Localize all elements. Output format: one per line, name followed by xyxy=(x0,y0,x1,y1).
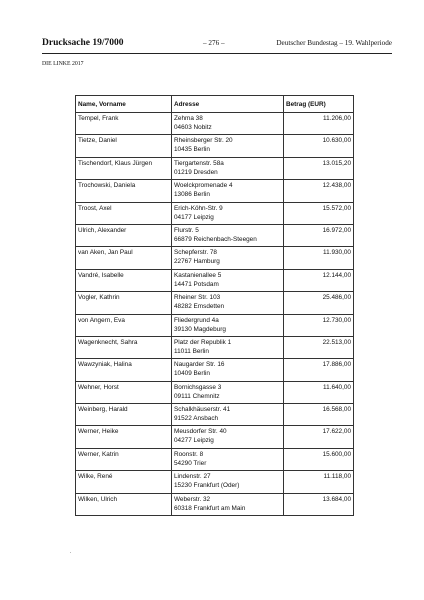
person-name: Vogler, Kathrin xyxy=(78,294,120,302)
address-city: 10435 Berlin xyxy=(174,146,210,154)
cell-address xyxy=(172,292,284,314)
cell-address xyxy=(172,314,284,336)
amount-value: 16.972,00 xyxy=(322,226,351,234)
address-city: 04603 Nobitz xyxy=(174,124,212,131)
amount-value: 13.015,20 xyxy=(322,159,351,167)
cell-address xyxy=(172,113,284,135)
amount-value: 11.206,00 xyxy=(323,115,351,122)
table-row xyxy=(76,471,354,493)
cell-address xyxy=(172,202,284,224)
address-street: Rheinsberger Str. 20 xyxy=(174,137,233,145)
table-row xyxy=(76,269,354,291)
cell-address xyxy=(172,359,284,381)
cell-name xyxy=(76,157,172,179)
cell-name xyxy=(76,359,172,381)
cell-name xyxy=(76,493,172,515)
cell-name xyxy=(76,269,172,291)
address-city: 54290 Trier xyxy=(174,459,207,467)
cell-name xyxy=(76,426,172,448)
cell-address xyxy=(172,135,284,157)
cell-address xyxy=(172,448,284,470)
cell-name xyxy=(76,247,172,269)
address-city: 13086 Berlin xyxy=(174,191,210,199)
table-row xyxy=(76,404,354,426)
address-city: 04177 Leipzig xyxy=(174,213,214,221)
party-year-label: DIE LINKE 2017 xyxy=(42,61,84,67)
address-street: Roonstr. 8 xyxy=(174,450,204,458)
person-name: von Angern, Eva xyxy=(78,316,125,324)
cell-amount xyxy=(284,224,354,246)
cell-address xyxy=(172,336,284,358)
cell-address xyxy=(172,471,284,493)
cell-amount xyxy=(284,426,354,448)
person-name: Werner, Katrin xyxy=(78,450,119,458)
person-name: Wilken, Ulrich xyxy=(78,495,118,503)
address-street: Platz der Republik 1 xyxy=(174,338,232,346)
cell-address xyxy=(172,426,284,448)
page-speck xyxy=(70,552,71,553)
person-name: Wawzyniak, Halina xyxy=(78,361,132,369)
person-name: Weinberg, Harald xyxy=(78,406,128,414)
cell-name xyxy=(76,448,172,470)
table-row xyxy=(76,292,354,314)
table-row xyxy=(76,135,354,157)
cell-name xyxy=(76,224,172,246)
table-row xyxy=(76,381,354,403)
table-row xyxy=(76,359,354,381)
address-city: 66879 Reichenbach-Steegen xyxy=(174,235,257,243)
table-row xyxy=(76,493,354,515)
document-number xyxy=(42,38,124,48)
address-street: Tiergartenstr. 58a xyxy=(174,159,224,167)
cell-name xyxy=(76,336,172,358)
cell-address xyxy=(172,493,284,515)
cell-address xyxy=(172,224,284,246)
cell-address xyxy=(172,269,284,291)
cell-amount xyxy=(284,135,354,157)
cell-amount xyxy=(284,493,354,515)
amount-value: 22.513,00 xyxy=(322,338,351,346)
cell-amount xyxy=(284,157,354,179)
table-row xyxy=(76,113,354,135)
amount-value: 15.600,00 xyxy=(322,450,351,458)
cell-amount xyxy=(284,269,354,291)
amount-value: 16.568,00 xyxy=(322,406,351,414)
address-city: 04277 Leipzig xyxy=(174,437,214,445)
amount-value: 17.886,00 xyxy=(322,361,351,369)
cell-amount xyxy=(284,292,354,314)
address-street: Flurstr. 5 xyxy=(174,226,199,234)
table-row xyxy=(76,224,354,246)
amount-value: 12.438,00 xyxy=(322,182,351,190)
address-street: Zehma 38 xyxy=(174,115,203,122)
cell-amount xyxy=(284,381,354,403)
amount-value: 10.630,00 xyxy=(322,137,351,145)
person-name: Ulrich, Alexander xyxy=(78,226,127,234)
table-row xyxy=(76,247,354,269)
cell-address xyxy=(172,381,284,403)
person-name: Tischendorf, Klaus Jürgen xyxy=(78,159,153,167)
cell-name xyxy=(76,404,172,426)
address-city: 10409 Berlin xyxy=(174,370,210,378)
table-row xyxy=(76,426,354,448)
cell-name xyxy=(76,381,172,403)
address-city: 11011 Berlin xyxy=(174,347,209,355)
column-header-address: Adresse xyxy=(172,96,284,113)
table-header-row xyxy=(76,96,354,113)
cell-amount xyxy=(284,314,354,336)
table-row xyxy=(76,180,354,202)
table-row xyxy=(76,448,354,470)
amount-value: 12.730,00 xyxy=(322,316,351,324)
cell-name xyxy=(76,471,172,493)
address-street: Naugarder Str. 16 xyxy=(174,361,225,369)
amount-value: 11.118,00 xyxy=(323,473,351,481)
address-city: 22767 Hamburg xyxy=(174,258,220,266)
person-name: Tietze, Daniel xyxy=(78,137,117,145)
cell-amount xyxy=(284,448,354,470)
cell-name xyxy=(76,314,172,336)
table-row xyxy=(76,336,354,358)
amount-value: 11.640,00 xyxy=(323,383,351,391)
cell-amount xyxy=(284,180,354,202)
address-street: Bornichsgasse 3 xyxy=(174,383,222,391)
address-street: Lindenstr. 27 xyxy=(174,473,211,481)
page-number: – 276 – xyxy=(203,39,225,47)
address-street: Erich-Köhn-Str. 9 xyxy=(174,204,223,212)
address-city: 14471 Potsdam xyxy=(174,280,219,288)
cell-name xyxy=(76,113,172,135)
amount-value: 12.144,00 xyxy=(322,271,351,279)
cell-amount xyxy=(284,471,354,493)
person-name: Wehner, Horst xyxy=(78,383,119,391)
address-street: Kastanienallee 5 xyxy=(174,271,222,279)
person-name: Wilke, René xyxy=(78,473,113,481)
person-name: Vandré, Isabelle xyxy=(78,271,124,279)
cell-name xyxy=(76,292,172,314)
address-street: Meusdorfer Str. 40 xyxy=(174,428,227,436)
document-number-value: 7000 xyxy=(104,38,124,48)
table-body xyxy=(76,113,354,516)
person-name: Tempel, Frank xyxy=(78,115,119,122)
donations-table xyxy=(75,95,354,516)
cell-amount xyxy=(284,113,354,135)
address-city: 60318 Frankfurt am Main xyxy=(174,504,246,512)
cell-name xyxy=(76,202,172,224)
address-street: Schalkhäuserstr. 41 xyxy=(174,406,231,414)
address-city: 91522 Ansbach xyxy=(174,415,219,423)
page-header xyxy=(42,38,392,52)
cell-amount xyxy=(284,202,354,224)
table-row xyxy=(76,157,354,179)
column-header-name: Name, Vorname xyxy=(76,96,172,113)
person-name: Troost, Axel xyxy=(78,204,112,212)
address-street: Rheiner Str. 103 xyxy=(174,294,221,302)
amount-value: 15.572,00 xyxy=(322,204,351,212)
address-city: 09111 Chemnitz xyxy=(174,392,220,400)
address-city: 15230 Frankfurt (Oder) xyxy=(174,482,240,490)
amount-value: 13.684,00 xyxy=(322,495,351,503)
address-city: 48282 Emsdetten xyxy=(174,303,225,311)
table-row xyxy=(76,202,354,224)
address-street: Fliedergrund 4a xyxy=(174,316,219,324)
cell-address xyxy=(172,247,284,269)
address-street: Woelckpromenade 4 xyxy=(174,182,233,190)
address-city: 39130 Magdeburg xyxy=(174,325,226,333)
amount-value: 11.930,00 xyxy=(323,249,351,257)
header-rule xyxy=(42,53,392,54)
cell-name xyxy=(76,180,172,202)
person-name: Wagenknecht, Sahra xyxy=(78,338,138,346)
document-number-prefix: Drucksache 19/ xyxy=(42,38,105,48)
person-name: Werner, Heike xyxy=(78,428,119,436)
cell-address xyxy=(172,180,284,202)
cell-amount xyxy=(284,336,354,358)
table-row xyxy=(76,314,354,336)
cell-amount xyxy=(284,247,354,269)
cell-amount xyxy=(284,404,354,426)
person-name: Trochowski, Daniela xyxy=(78,182,136,190)
cell-address xyxy=(172,404,284,426)
address-street: Schepferstr. 78 xyxy=(174,249,217,257)
cell-amount xyxy=(284,359,354,381)
amount-value: 25.486,00 xyxy=(322,294,351,302)
address-street: Weberstr. 32 xyxy=(174,495,211,503)
column-header-amount: Betrag (EUR) xyxy=(284,96,354,113)
cell-name xyxy=(76,135,172,157)
parliament-period: Deutscher Bundestag – 19. Wahlperiode xyxy=(276,39,392,47)
amount-value: 17.622,00 xyxy=(322,428,351,436)
address-city: 01219 Dresden xyxy=(174,168,218,176)
cell-address xyxy=(172,157,284,179)
person-name: van Aken, Jan Paul xyxy=(78,249,133,257)
